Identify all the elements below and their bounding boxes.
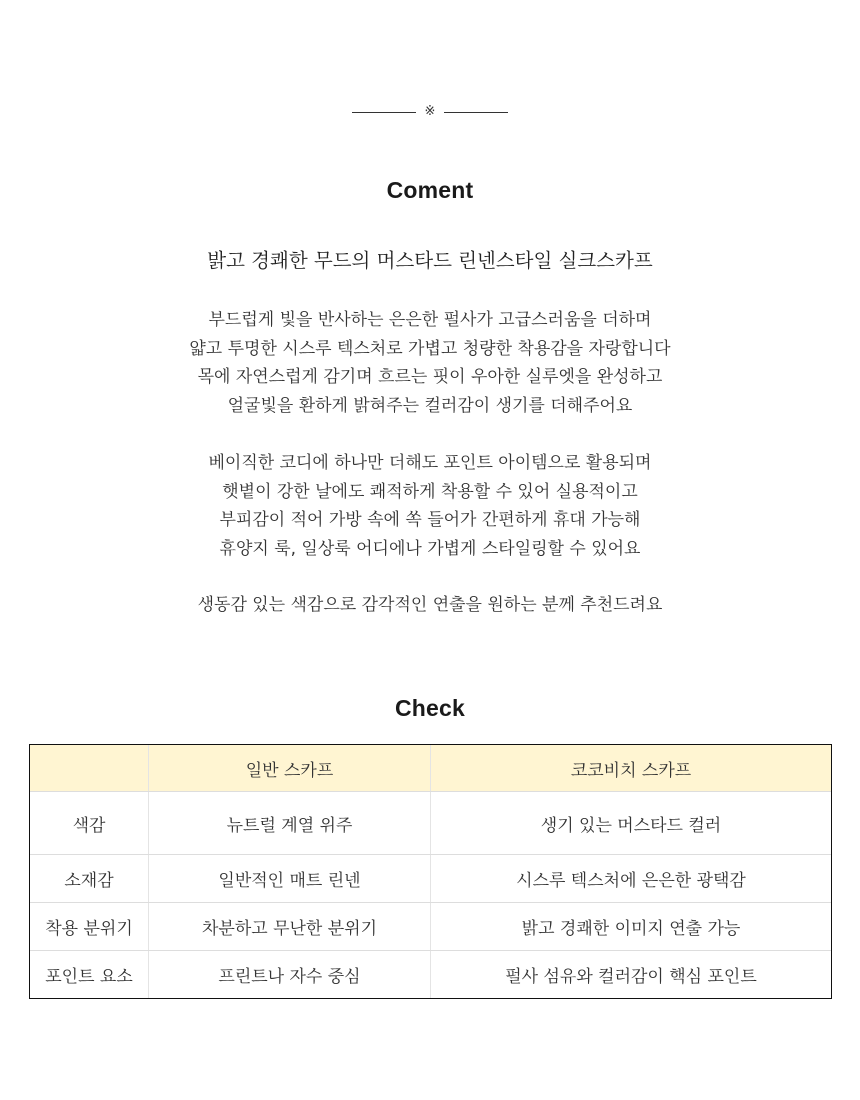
- cocobeach-cell: 펄사 섬유와 컬러감이 핵심 포인트: [431, 951, 832, 999]
- table-row: [30, 951, 831, 999]
- row-label: 색감: [30, 792, 149, 855]
- divider-line-right: [444, 112, 508, 113]
- general-cell: 차분하고 무난한 분위기: [149, 903, 431, 951]
- table-header-general-scarf: 일반 스카프: [149, 745, 431, 792]
- description-paragraph-2: [0, 449, 860, 563]
- table-row: [30, 855, 831, 903]
- description-line: 휴양지 룩, 일상룩 어디에나 가볍게 스타일링할 수 있어요: [219, 538, 641, 559]
- description-line: 부피감이 적어 가방 속에 쏙 들어가 간편하게 휴대 가능해: [219, 510, 641, 530]
- general-cell: 일반적인 매트 린넨: [149, 855, 431, 903]
- row-label: 소재감: [30, 855, 149, 903]
- section-divider: [352, 103, 508, 121]
- product-subtitle: 밝고 경쾌한 무드의 머스타드 린넨스타일 실크스카프: [207, 249, 653, 272]
- table-row: [30, 903, 831, 951]
- divider-line-left: [352, 112, 416, 113]
- row-label: 착용 분위기: [30, 903, 149, 951]
- check-heading: Check: [394, 695, 466, 721]
- coment-heading: Coment: [386, 177, 474, 203]
- description-paragraph-1: [0, 306, 860, 420]
- cocobeach-cell: 시스루 텍스처에 은은한 광택감: [431, 855, 832, 903]
- general-cell: 프린트나 자수 중심: [149, 951, 431, 999]
- description-line: 햇볕이 강한 날에도 쾌적하게 착용할 수 있어 실용적이고: [222, 481, 638, 502]
- table-row: [30, 792, 831, 855]
- sparkle-icon: ※: [424, 104, 436, 119]
- comparison-table: [30, 745, 831, 998]
- description-paragraph-3: [0, 591, 860, 620]
- cocobeach-cell: 밝고 경쾌한 이미지 연출 가능: [431, 903, 832, 951]
- description-line: 얇고 투명한 시스루 텍스처로 가볍고 청량한 착용감을 자랑합니다: [189, 338, 671, 359]
- table-header-row: [30, 745, 831, 792]
- cocobeach-cell: 생기 있는 머스타드 컬러: [431, 792, 832, 855]
- description-line: 베이직한 코디에 하나만 더해도 포인트 아이템으로 활용되며: [208, 453, 652, 473]
- table-header-empty: [30, 745, 149, 792]
- row-label: 포인트 요소: [30, 951, 149, 999]
- table-header-cocobeach-scarf: 코코비치 스카프: [431, 745, 832, 792]
- description-line: 부드럽게 빛을 반사하는 은은한 펄사가 고급스러움을 더하며: [208, 310, 652, 330]
- general-cell: 뉴트럴 계열 위주: [149, 792, 431, 855]
- description-line: 생동감 있는 색감으로 감각적인 연출을 원하는 분께 추천드려요: [197, 595, 663, 615]
- description-line: 목에 자연스럽게 감기며 흐르는 핏이 우아한 실루엣을 완성하고: [197, 367, 663, 387]
- description-line: 얼굴빛을 환하게 밝혀주는 컬러감이 생기를 더해주어요: [227, 395, 633, 416]
